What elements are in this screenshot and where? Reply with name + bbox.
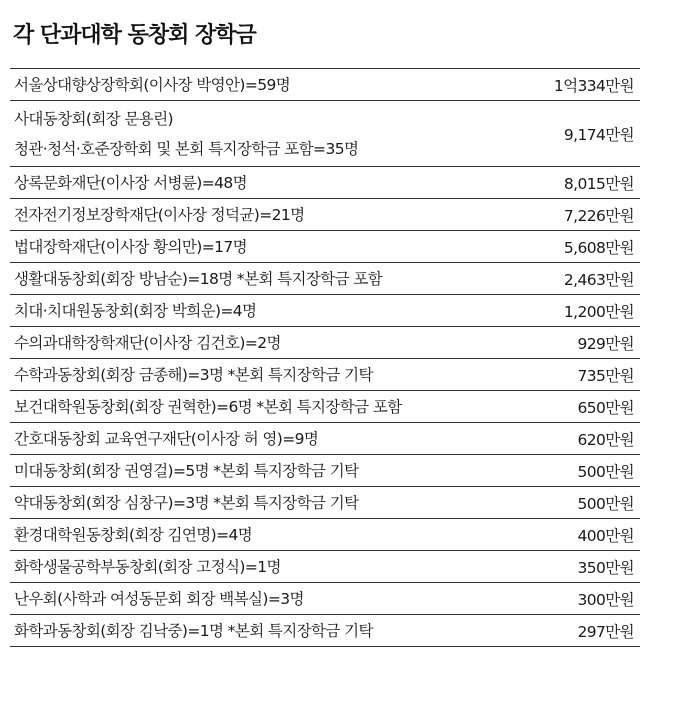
table-row [10,199,640,231]
amount-cell: 7,226만원 [563,206,634,225]
amount-cell: 350만원 [577,558,634,577]
organization-text: 미대동창회(회장 권영걸)=5명 *본회 특지장학금 기탁 [14,461,359,480]
organization-text: 난우회(사학과 여성동문회 회장 백복실)=3명 [14,589,304,608]
organization-text: 환경대학원동창회(회장 김연명)=4명 [14,525,253,544]
table-row [10,615,640,647]
organization-cell [14,359,373,391]
organization-text: 간호대동창회 교육연구재단(이사장 허 영)=9명 [14,429,319,448]
table-row [10,359,640,391]
organization-text: 화학과동창회(회장 김낙중)=1명 *본회 특지장학금 기탁 [14,621,373,640]
organization-cell [14,327,281,359]
table-row [10,295,640,327]
page-title: 각 단과대학 동창회 장학금 [13,23,256,48]
organization-cell [14,551,281,583]
organization-cell [14,263,382,295]
amount-cell: 500만원 [577,494,634,513]
organization-cell [14,69,290,101]
organization-text: 서울상대향상장학회(이사장 박영안)=59명 [14,75,291,94]
amount-cell: 300만원 [577,590,634,609]
table-row [10,455,640,487]
organization-text: 화학생물공학부동창회(회장 고정식)=1명 [14,557,281,576]
table-row [10,487,640,519]
organization-text: 약대동창회(회장 심창구)=3명 *본회 특지장학금 기탁 [14,493,359,512]
amount-cell: 929만원 [577,334,634,353]
table-row [10,101,640,167]
amount-cell: 2,463만원 [563,270,634,289]
organization-text: 상록문화재단(이사장 서병륜)=48명 [14,173,247,192]
scholarship-table [10,68,640,647]
organization-cell [14,295,256,327]
amount-cell: 620만원 [577,430,634,449]
organization-cell [14,519,252,551]
organization-text: 수의과대학장학재단(이사장 김건호)=2명 [14,333,281,352]
organization-cell [14,615,373,647]
organization-cell [14,104,358,164]
table-row [10,519,640,551]
table-row [10,391,640,423]
amount-cell: 735만원 [577,366,634,385]
organization-cell [14,199,304,231]
organization-text: 전자전기정보장학재단(이사장 정덕균)=21명 [14,205,305,224]
amount-cell: 8,015만원 [563,174,634,193]
organization-cell [14,455,358,487]
organization-text: 법대장학재단(이사장 황의만)=17명 [14,237,247,256]
amount-cell: 297만원 [577,622,634,641]
table-row [10,551,640,583]
organization-text: 사대동창회(회장 문용린) [14,109,173,128]
table-row [10,69,640,101]
amount-cell: 5,608만원 [563,238,634,257]
organization-cell [14,583,304,615]
amount-cell: 1억334만원 [553,76,634,95]
organization-text: 청관·청석·호준장학회 및 본회 특지장학금 포함=35명 [14,139,359,158]
organization-text: 생활대동창회(회장 방남순)=18명 *본회 특지장학금 포함 [14,269,383,288]
organization-cell [14,231,247,263]
table-row [10,327,640,359]
organization-text: 보건대학원동창회(회장 권혁한)=6명 *본회 특지장학금 포함 [14,397,402,416]
amount-cell: 9,174만원 [563,125,634,144]
amount-cell: 1,200만원 [563,302,634,321]
organization-text: 치대·치대원동창회(회장 박희운)=4명 [14,301,257,320]
table-row [10,423,640,455]
table-row [10,231,640,263]
table-row [10,263,640,295]
amount-cell: 400만원 [577,526,634,545]
table-row [10,583,640,615]
organization-cell [14,167,247,199]
amount-cell: 650만원 [577,398,634,417]
table-row [10,167,640,199]
organization-cell [14,423,318,455]
organization-text: 수학과동창회(회장 금종해)=3명 *본회 특지장학금 기탁 [14,365,373,384]
organization-cell [14,487,358,519]
amount-cell: 500만원 [577,462,634,481]
organization-cell [14,391,402,423]
